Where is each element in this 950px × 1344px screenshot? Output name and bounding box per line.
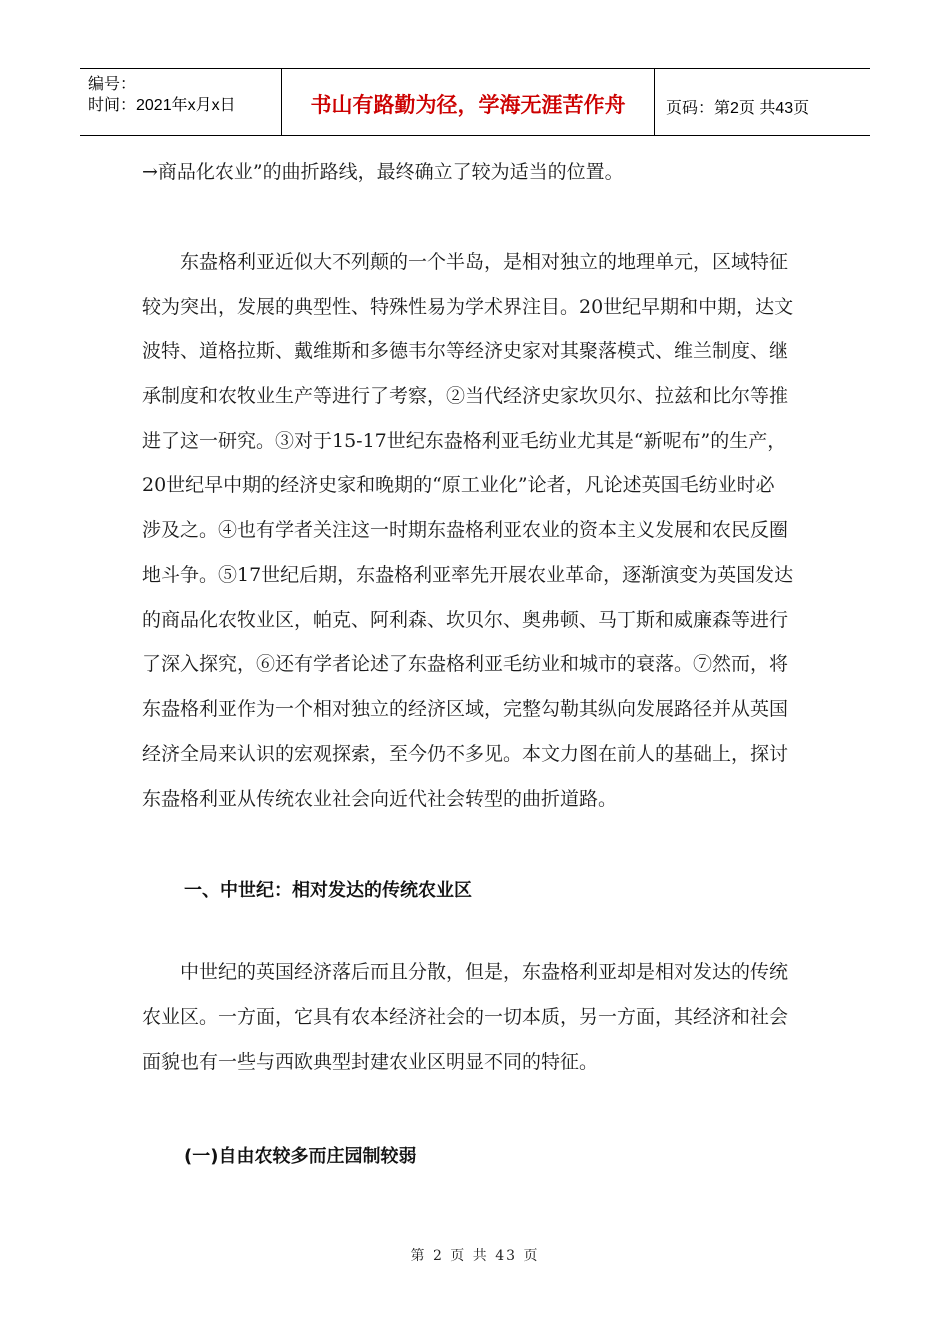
header-motto: 书山有路勤为径，学海无涯苦作舟 [310, 93, 626, 117]
paragraph-line: 中世纪的英国经济落后而且分散，但是，东盎格利亚却是相对发达的传统 [142, 961, 789, 983]
paragraph-line: 东盎格利亚从传统农业社会向近代社会转型的曲折道路。 [142, 788, 618, 810]
paragraph-line: 面貌也有一些与西欧典型封建农业区明显不同的特征。 [142, 1051, 599, 1073]
document-code-label: 编号： [88, 76, 137, 93]
subsection-heading: (一)自由农较多而庄园制较弱 [184, 1146, 417, 1167]
paragraph-line: 进了这一研究。③对于15-17世纪东盎格利亚毛纺业尤其是“新呢布”的生产， [142, 430, 787, 452]
document-date-label: 时间：2021年x月x日 [88, 97, 236, 114]
paragraph-line: 了深入探究，⑥还有学者论述了东盎格利亚毛纺业和城市的衰落。⑦然而，将 [142, 653, 789, 675]
paragraph-line: 涉及之。④也有学者关注这一时期东盎格利亚农业的资本主义发展和农民反圈 [142, 519, 789, 541]
paragraph-line: 东盎格利亚作为一个相对独立的经济区域，完整勾勒其纵向发展路径并从英国 [142, 698, 789, 720]
paragraph-line: 农业区。一方面，它具有农本经济社会的一切本质，另一方面，其经济和社会 [142, 1006, 789, 1028]
document-header [80, 68, 870, 136]
page-footer: 第 2 页 共 43 页 [410, 1248, 540, 1264]
paragraph-line: 波特、道格拉斯、戴维斯和多德韦尔等经济史家对其聚落模式、维兰制度、继 [142, 340, 789, 362]
header-divider-right [654, 68, 655, 136]
paragraph-line: 较为突出，发展的典型性、特殊性易为学术界注目。20世纪早期和中期，达文 [142, 296, 794, 318]
header-top-rule [80, 68, 870, 69]
paragraph-line: 20世纪早中期的经济史家和晚期的“原工业化”论者，凡论述英国毛纺业时必 [142, 474, 775, 496]
section-heading: 一、中世纪：相对发达的传统农业区 [184, 880, 472, 901]
paragraph-line: 的商品化农牧业区，帕克、阿利森、坎贝尔、奥弗顿、马丁斯和威廉森等进行 [142, 609, 789, 631]
paragraph-line: 东盎格利亚近似大不列颠的一个半岛，是相对独立的地理单元，区域特征 [142, 251, 789, 273]
page-info-label: 页码：第2页 共43页 [666, 100, 810, 117]
paragraph-line: 承制度和农牧业生产等进行了考察，②当代经济史家坎贝尔、拉兹和比尔等推 [142, 385, 789, 407]
header-bottom-rule [80, 135, 870, 136]
paragraph-line: 地斗争。⑤17世纪后期，东盎格利亚率先开展农业革命，逐渐演变为英国发达 [142, 564, 794, 586]
paragraph-line: 经济全局来认识的宏观探索，至今仍不多见。本文力图在前人的基础上，探讨 [142, 743, 789, 765]
paragraph-line: →商品化农业”的曲折路线，最终确立了较为适当的位置。 [142, 161, 624, 183]
